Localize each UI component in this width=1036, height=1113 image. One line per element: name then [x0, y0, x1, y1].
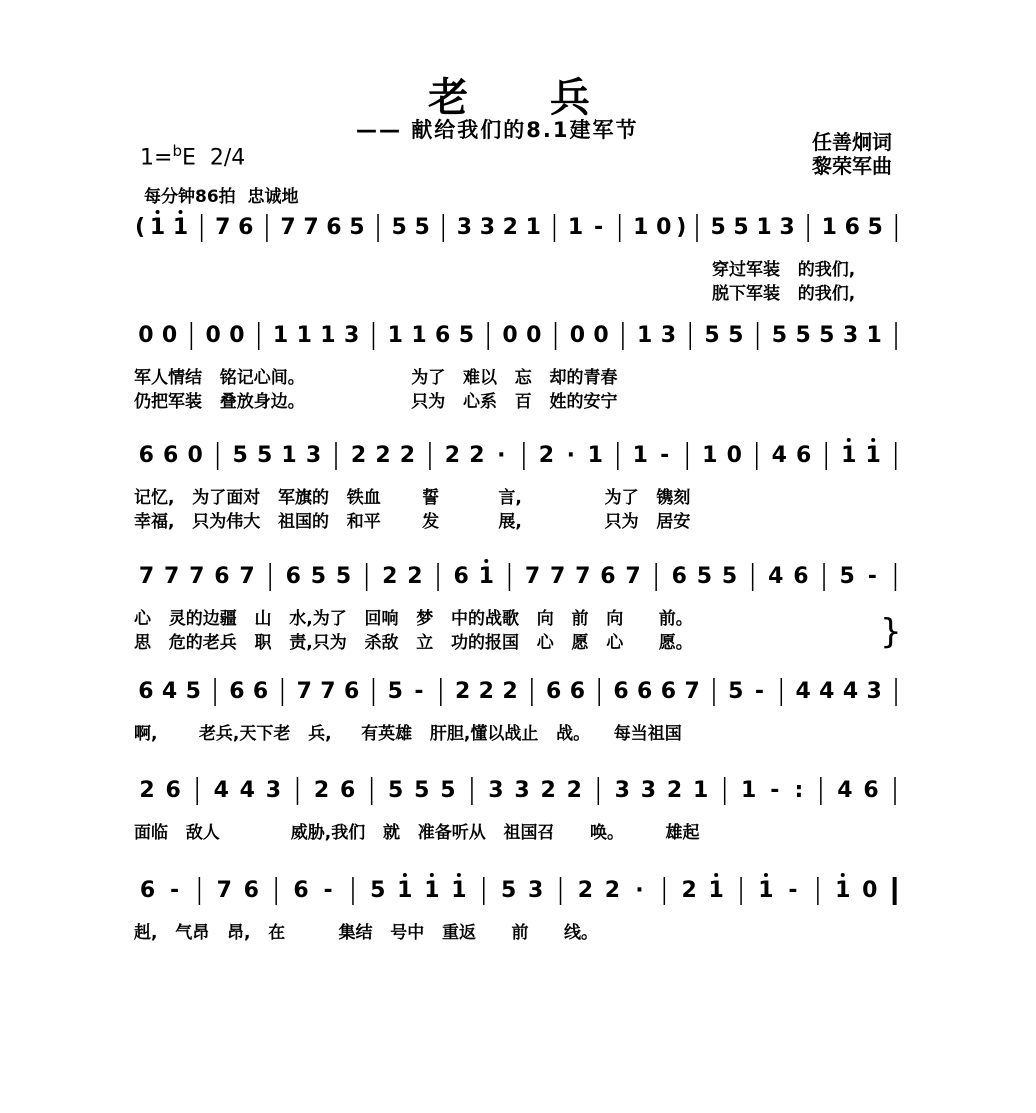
- note: 7: [215, 215, 231, 240]
- note: 1: [708, 878, 724, 903]
- note: 5: [185, 679, 201, 704]
- high-octave-dot: [484, 559, 488, 563]
- note: 2: [681, 878, 697, 903]
- note: 6: [660, 679, 677, 704]
- note: 2: [139, 778, 155, 803]
- note: 1: [567, 215, 584, 240]
- note: 0: [187, 443, 203, 468]
- note: 6: [637, 679, 653, 704]
- note: 6: [569, 679, 586, 704]
- note: 7: [550, 564, 566, 589]
- note: 7: [164, 564, 180, 589]
- note: 6: [343, 679, 360, 704]
- note: 0: [569, 323, 586, 348]
- note: 4: [239, 778, 255, 803]
- note: 1: [525, 215, 541, 240]
- note: 2: [382, 564, 398, 589]
- note: 6: [214, 564, 230, 589]
- note: 5: [387, 679, 403, 704]
- note: 1: [272, 323, 289, 348]
- note: 5: [704, 323, 720, 348]
- tempo-marking: 每分钟86拍 忠诚地: [144, 187, 299, 207]
- note: 1: [320, 323, 336, 348]
- note: 4: [768, 564, 784, 589]
- note: 1: [397, 878, 413, 903]
- note: 3: [866, 679, 882, 704]
- note: 6: [796, 443, 812, 468]
- lyric-verse-1: 记忆, 为了面对 军旗的 铁血 誓 言, 为了 镌刻: [134, 488, 691, 508]
- note: 6: [243, 878, 259, 903]
- note: 1: [866, 323, 882, 348]
- note: 5: [256, 443, 273, 468]
- note: 2: [604, 878, 621, 903]
- note: 1: [632, 443, 648, 468]
- note: 1: [587, 443, 603, 468]
- note: 1: [296, 323, 312, 348]
- note: :: [794, 778, 804, 803]
- note: 1: [633, 215, 649, 240]
- note: 4: [161, 679, 178, 704]
- note: -: [169, 878, 180, 903]
- note: 5: [839, 564, 855, 589]
- note: 5: [819, 323, 835, 348]
- note: 5: [349, 215, 365, 240]
- note: 6: [165, 778, 181, 803]
- note: ): [676, 215, 687, 240]
- note: 7: [524, 564, 541, 589]
- high-octave-dot: [764, 873, 768, 877]
- note: 2: [666, 778, 683, 803]
- key-rest: E 2/4: [181, 145, 246, 171]
- note: 1: [865, 443, 881, 468]
- lyric-verse-2: 仍把军装 叠放身边。 只为 心系 百 姓的安宁: [134, 392, 618, 412]
- note: 2: [577, 878, 594, 903]
- note: 4: [842, 679, 859, 704]
- note: 0: [726, 443, 742, 468]
- lyric-verse-2: 脱下军装 的我们,: [712, 284, 856, 304]
- note: 2: [502, 679, 518, 704]
- lyric-verse-2: 幸福, 只为伟大 祖国的 和平 发 展, 只为 居安: [134, 512, 691, 532]
- note: 1: [821, 215, 837, 240]
- note: 6: [252, 679, 269, 704]
- note: 2: [399, 443, 416, 468]
- note: 7: [684, 679, 700, 704]
- note: 4: [771, 443, 787, 468]
- note: ·: [497, 443, 506, 468]
- high-octave-dot: [156, 210, 160, 214]
- lyricist-credit: 任善炯词: [812, 130, 892, 154]
- high-octave-dot: [871, 438, 875, 442]
- note: 3: [842, 323, 859, 348]
- note: 4: [213, 778, 229, 803]
- note: 5: [771, 323, 788, 348]
- verse-brace: }: [880, 612, 902, 652]
- note: -: [593, 215, 604, 240]
- note: 5: [370, 878, 386, 903]
- note: 7: [280, 215, 296, 240]
- note: 2: [375, 443, 391, 468]
- note: 1: [149, 215, 166, 240]
- note: 7: [138, 564, 155, 589]
- note: 0: [862, 878, 878, 903]
- note: 5: [733, 215, 749, 240]
- key-prefix: 1=: [140, 145, 173, 171]
- note: 3: [305, 443, 322, 468]
- lyric-verse-1: 穿过军装 的我们,: [712, 260, 856, 280]
- note: 5: [728, 323, 744, 348]
- lyric-verse-1: 啊, 老兵,天下老 兵, 有英雄 肝胆,懂以战止 战。 每当祖国: [134, 724, 682, 744]
- note: -: [770, 778, 780, 803]
- note: 5: [388, 778, 404, 803]
- note: 5: [335, 564, 352, 589]
- note: 2: [538, 443, 555, 468]
- note: 5: [440, 778, 456, 803]
- note: 1: [451, 878, 467, 903]
- note: ·: [635, 878, 644, 903]
- note: 3: [514, 778, 530, 803]
- note: 0: [526, 323, 542, 348]
- note: 1: [741, 778, 757, 803]
- note: 3: [479, 215, 496, 240]
- note: 3: [343, 323, 360, 348]
- note: 7: [189, 564, 205, 589]
- note: 6: [863, 778, 879, 803]
- note: 1: [692, 778, 709, 803]
- lyric-verse-1: 心 灵的边疆 山 水,为了 回响 梦 中的战歌 向 前 向 前。: [134, 609, 693, 629]
- note: 1: [756, 215, 772, 240]
- note: 6: [138, 679, 154, 704]
- note: 0: [138, 323, 154, 348]
- note: 0: [502, 323, 518, 348]
- note: 1: [637, 323, 653, 348]
- note: 2: [566, 778, 582, 803]
- note: 3: [456, 215, 473, 240]
- lyric-verse-1: 军人情结 铭记心间。 为了 难以 忘 却的青春: [134, 368, 618, 388]
- note: (: [135, 215, 146, 240]
- note: 5: [414, 215, 430, 240]
- note: 5: [696, 564, 713, 589]
- key-flat: b: [172, 142, 182, 160]
- note: -: [323, 878, 333, 903]
- note: 6: [293, 878, 309, 903]
- note: 2: [444, 443, 461, 468]
- note: 4: [795, 679, 811, 704]
- note: 5: [391, 215, 407, 240]
- note: 5: [500, 878, 517, 903]
- note: 6: [435, 323, 451, 348]
- note: 6: [326, 215, 342, 240]
- note: -: [788, 878, 798, 903]
- note: 6: [163, 443, 179, 468]
- high-octave-dot: [714, 873, 718, 877]
- high-octave-dot: [403, 873, 407, 877]
- note: 1: [387, 323, 403, 348]
- note: 1: [172, 215, 189, 240]
- note: -: [414, 679, 424, 704]
- note: 3: [640, 778, 657, 803]
- note: 7: [216, 878, 232, 903]
- note: 3: [265, 778, 282, 803]
- note: 7: [575, 564, 591, 589]
- note: ·: [566, 443, 576, 468]
- note: 7: [296, 679, 312, 704]
- note: 7: [625, 564, 641, 589]
- song-title: 老 兵: [428, 75, 608, 121]
- high-octave-dot: [179, 210, 183, 214]
- note: 6: [613, 679, 629, 704]
- note: 0: [656, 215, 672, 240]
- note: 6: [285, 564, 301, 589]
- note: 7: [239, 564, 255, 589]
- note: 1: [758, 878, 774, 903]
- note: 0: [205, 323, 221, 348]
- high-octave-dot: [430, 873, 434, 877]
- high-octave-dot: [457, 873, 461, 877]
- note: 4: [819, 679, 835, 704]
- note: 6: [844, 215, 860, 240]
- note: 1: [424, 878, 440, 903]
- note: 6: [339, 778, 356, 803]
- note: 5: [721, 564, 738, 589]
- note: 3: [527, 878, 544, 903]
- high-octave-dot: [841, 873, 845, 877]
- note: 3: [660, 323, 677, 348]
- note: 4: [837, 778, 853, 803]
- note: 3: [488, 778, 504, 803]
- note: 7: [320, 679, 336, 704]
- note: 0: [161, 323, 178, 348]
- note: 6: [671, 564, 687, 589]
- note: 2: [469, 443, 485, 468]
- note: 1: [411, 323, 427, 348]
- note: 6: [600, 564, 616, 589]
- note: 2: [407, 564, 423, 589]
- note: 0: [593, 323, 609, 348]
- note: 6: [546, 679, 562, 704]
- note: 3: [779, 215, 795, 240]
- song-subtitle: —— 献给我们的8.1建军节: [356, 118, 639, 142]
- note: 5: [310, 564, 327, 589]
- note: 6: [453, 564, 469, 589]
- note: 5: [414, 778, 430, 803]
- note: 2: [313, 778, 330, 803]
- note: 2: [540, 778, 556, 803]
- composer-credit: 黎荣军曲: [812, 154, 892, 178]
- note: 2: [454, 679, 471, 704]
- note: -: [754, 679, 765, 704]
- note: 3: [614, 778, 630, 803]
- note: 2: [350, 443, 367, 468]
- note: 5: [232, 443, 248, 468]
- note: 6: [238, 215, 254, 240]
- note: 5: [795, 323, 811, 348]
- note: -: [660, 443, 670, 468]
- note: 6: [229, 679, 245, 704]
- note: 7: [303, 215, 319, 240]
- note: 1: [841, 443, 857, 468]
- lyric-verse-1: 赳, 气昂 昂, 在 集结 号中 重返 前 线。: [134, 923, 598, 943]
- note: 5: [728, 679, 744, 704]
- high-octave-dot: [847, 438, 851, 442]
- lyric-verse-1: 面临 敌人 威胁,我们 就 准备听从 祖国召 唤。 雄起: [134, 823, 700, 843]
- note: -: [867, 564, 877, 589]
- note: 6: [138, 443, 154, 468]
- note: 1: [281, 443, 297, 468]
- note: 5: [458, 323, 475, 348]
- note: 2: [502, 215, 518, 240]
- lyric-verse-2: 思 危的老兵 职 责,只为 杀敌 立 功的报国 心 愿 心 愿。: [134, 633, 693, 653]
- note: 6: [139, 878, 156, 903]
- note: 2: [478, 679, 494, 704]
- note: 1: [835, 878, 851, 903]
- note: 1: [478, 564, 494, 589]
- note: 1: [702, 443, 718, 468]
- note: 6: [793, 564, 809, 589]
- note: 5: [710, 215, 726, 240]
- note: 0: [229, 323, 245, 348]
- note: 5: [867, 215, 883, 240]
